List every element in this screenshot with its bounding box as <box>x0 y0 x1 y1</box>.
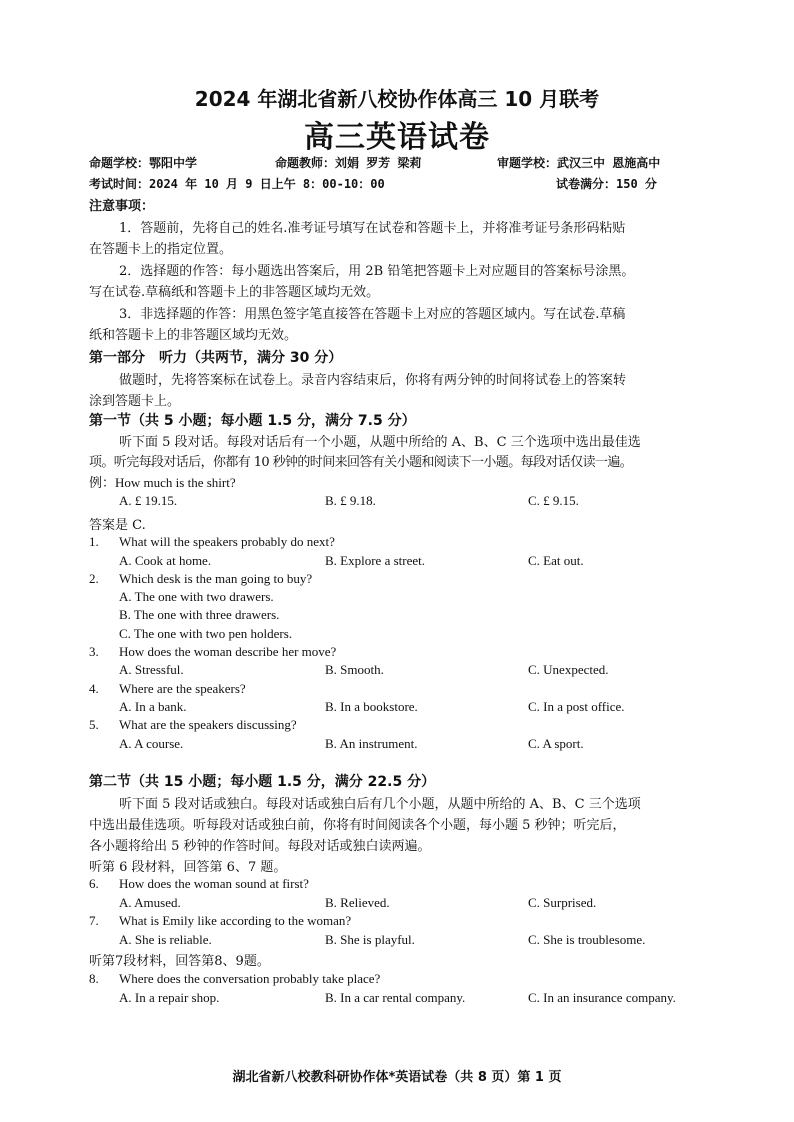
option-a: A. Cook at home. <box>119 553 212 568</box>
section2-intro: 听下面 5 段对话或独白。每段对话或独白后有几个小题，从题中所给的 A、B、C 三个选项 <box>119 797 641 812</box>
score-label: 试卷满分：150 分 <box>556 177 657 191</box>
question-text: Which desk is the man going to buy? <box>119 571 313 586</box>
option-b: B. The one with three drawers. <box>119 607 280 622</box>
example-option-b: B. £ 9.18. <box>325 493 376 508</box>
question-number: 3. <box>89 644 99 659</box>
question-number: 5. <box>89 717 99 732</box>
listen-instruction-7: 听第7段材料，回答第8、9题。 <box>89 954 270 969</box>
section2-intro-cont2: 各小题将给出 5 秒钟的作答时间。每段对话或独白读两遍。 <box>89 839 431 854</box>
option-c: C. Surprised. <box>528 895 597 910</box>
time-label: 考试时间：2024 年 10 月 9 日上午 8：00-10：00 <box>89 177 385 191</box>
option-b: B. In a bookstore. <box>325 699 418 714</box>
note-1: 1．答题前，先将自己的姓名.准考证号填写在试卷和答题卡上，并将准考证号条形码粘贴 <box>119 221 626 236</box>
page-footer: 湖北省新八校教科研协作体*英语试卷（共 8 页）第 1 页 <box>232 1070 562 1085</box>
example-option-a: A. £ 19.15. <box>119 493 178 508</box>
option-c: C. Eat out. <box>528 553 584 568</box>
option-b: B. Relieved. <box>325 895 390 910</box>
question-text: What will the speakers probably do next? <box>119 534 335 549</box>
school-label: 命题学校：鄂阳中学 <box>89 156 198 170</box>
section1-intro: 听下面 5 段对话。每段对话后有一个小题，从题中所给的 A、B、C 三个选项中选出最佳选 <box>119 435 641 450</box>
question-number: 2. <box>89 571 99 586</box>
option-a: A. In a bank. <box>119 699 187 714</box>
question-text: What is Emily like according to the woman? <box>119 913 352 928</box>
exam-subtitle: 高三英语试卷 <box>304 120 490 155</box>
note-2-cont: 写在试卷.草稿纸和答题卡上的非答题区域均无效。 <box>89 285 380 300</box>
question-text: How does the woman sound at first? <box>119 876 309 891</box>
option-c: C. In an insurance company. <box>528 990 676 1005</box>
note-3: 3．非选择题的作答：用黑色签字笔直接答在答题卡上对应的答题区域内。写在试卷.草稿 <box>119 307 626 322</box>
option-b: B. An instrument. <box>325 736 418 751</box>
section1-intro-cont: 项。听完每段对话后，你都有 10 秒钟的时间来回答有关小题和阅读下一小题。每段对话仅读一遍。 <box>89 455 633 470</box>
option-b: B. Explore a street. <box>325 553 425 568</box>
option-a: A. A course. <box>119 736 184 751</box>
question-number: 7. <box>89 913 99 928</box>
note-3-cont: 纸和答题卡上的非答题区域均无效。 <box>89 328 298 343</box>
option-c: C. In a post office. <box>528 699 625 714</box>
part1-heading: 第一部分 听力（共两节，满分 30 分） <box>89 350 343 366</box>
note-1-cont: 在答题卡上的指定位置。 <box>89 242 233 257</box>
question-number: 8. <box>89 971 99 986</box>
option-b: B. She is playful. <box>325 932 415 947</box>
question-text: Where are the speakers? <box>119 681 246 696</box>
note-2: 2．选择题的作答：每小题选出答案后，用 2B 铅笔把答题卡上对应题目的答案标号涂黑。 <box>119 264 635 279</box>
listen-instruction-6: 听第 6 段材料，回答第 6、7 题。 <box>89 860 287 875</box>
example-answer: 答案是 C. <box>89 518 146 533</box>
section2-intro-cont: 中选出最佳选项。听每段对话或独白前，你将有时间阅读各个小题，每小题 5 秒钟；听完后， <box>89 818 626 833</box>
option-a: A. The one with two drawers. <box>119 589 274 604</box>
option-b: B. Smooth. <box>325 662 384 677</box>
review-label: 审题学校：武汉三中 恩施高中 <box>497 156 661 170</box>
part1-intro-cont: 涂到答题卡上。 <box>89 394 181 409</box>
option-a: A. In a repair shop. <box>119 990 220 1005</box>
example-option-c: C. £ 9.15. <box>528 493 579 508</box>
section2-heading: 第二节（共 15 小题；每小题 1.5 分，满分 22.5 分） <box>89 774 436 790</box>
question-text: What are the speakers discussing? <box>119 717 297 732</box>
teacher-label: 命题教师：刘娟 罗芳 梁莉 <box>275 156 422 170</box>
option-b: B. In a car rental company. <box>325 990 466 1005</box>
question-number: 1. <box>89 534 99 549</box>
question-number: 6. <box>89 876 99 891</box>
option-a: A. Stressful. <box>119 662 184 677</box>
option-c: C. The one with two pen holders. <box>119 626 293 641</box>
option-a: A. She is reliable. <box>119 932 212 947</box>
question-number: 4. <box>89 681 99 696</box>
exam-title: 2024 年湖北省新八校协作体高三 10 月联考 <box>194 87 600 111</box>
section1-heading: 第一节（共 5 小题；每小题 1.5 分，满分 7.5 分） <box>89 413 416 429</box>
question-text: Where does the conversation probably take place? <box>119 971 381 986</box>
option-c: C. A sport. <box>528 736 584 751</box>
question-text: How does the woman describe her move? <box>119 644 337 659</box>
part1-intro: 做题时，先将答案标在试卷上。录音内容结束后，你将有两分钟的时间将试卷上的答案转 <box>119 373 627 388</box>
notes-heading: 注意事项： <box>89 199 155 214</box>
example-question: 例：How much is the shirt? <box>89 475 236 490</box>
option-a: A. Amused. <box>119 895 181 910</box>
option-c: C. She is troublesome. <box>528 932 646 947</box>
option-c: C. Unexpected. <box>528 662 609 677</box>
